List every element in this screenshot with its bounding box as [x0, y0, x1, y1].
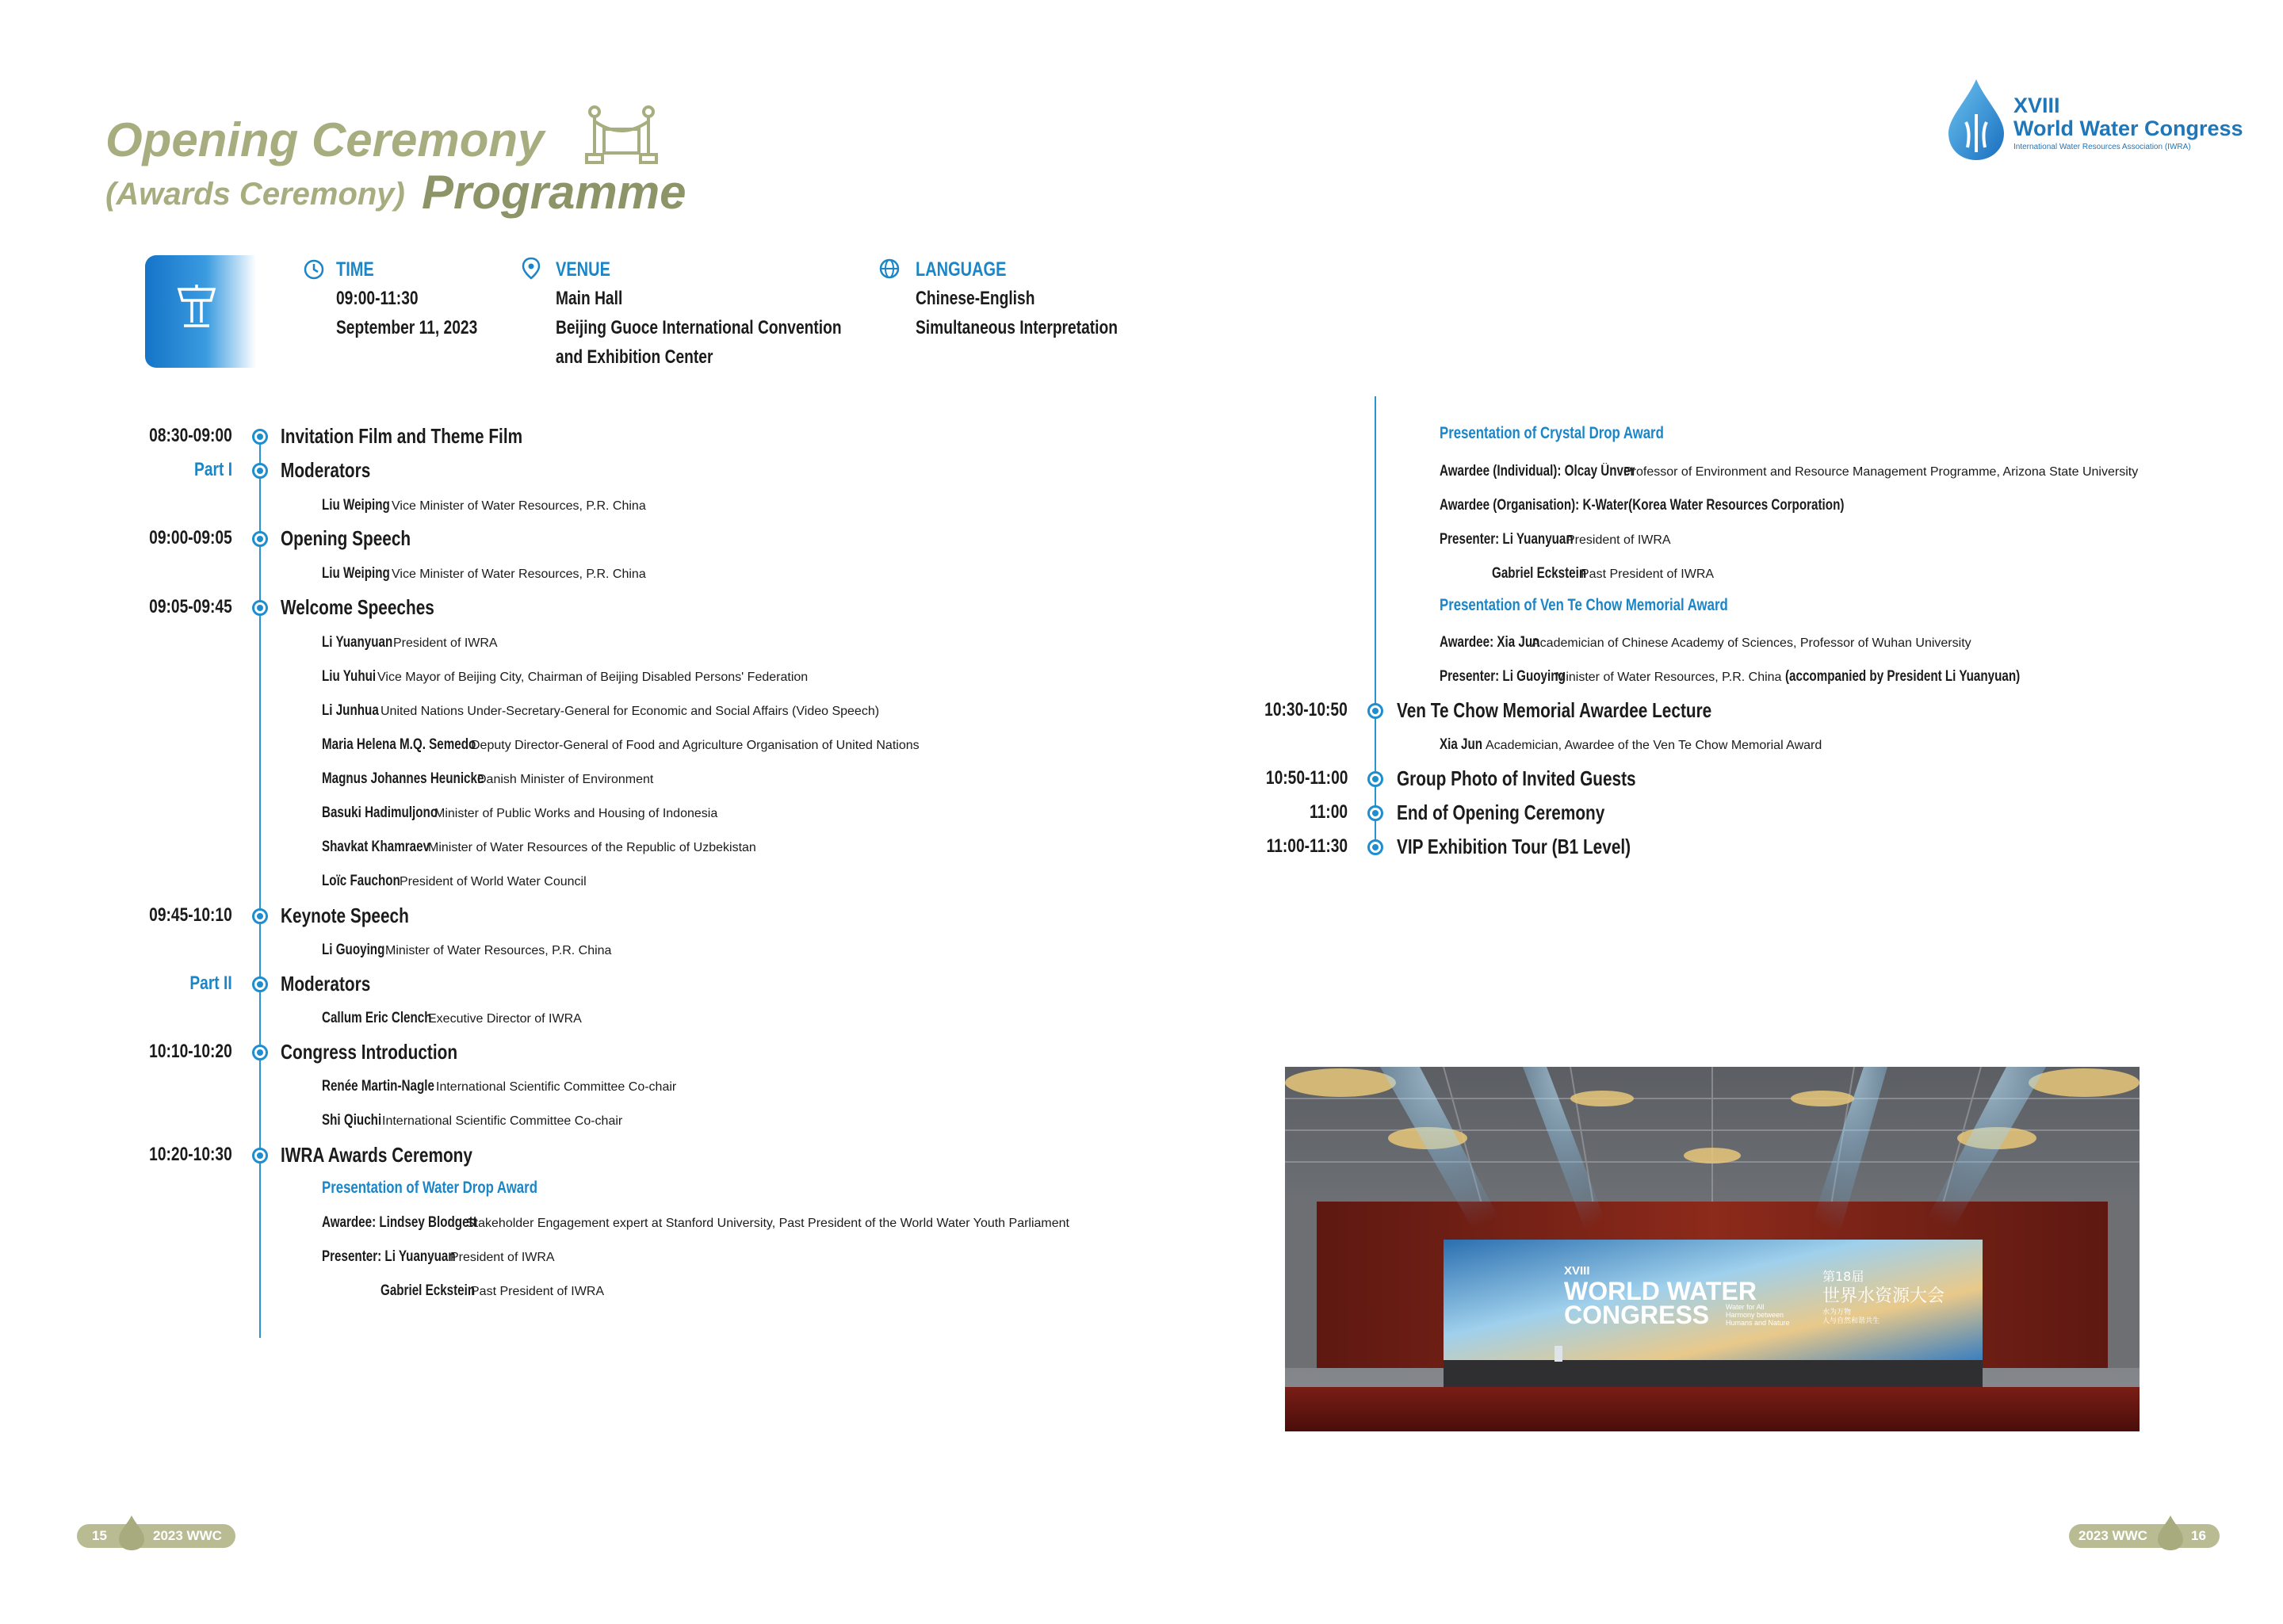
schedule-time: 10:50-11:00 [1265, 767, 1348, 789]
page-title-line2: Programme [422, 166, 686, 219]
person-role: Academician, Awardee of the Ven Te Chow Memorial Award [1486, 739, 1822, 752]
presenter-note: (accompanied by President Li Yuanyuan) [1785, 668, 2021, 685]
person-name: Li Junhua [322, 702, 379, 719]
person-role: Stakeholder Engagement expert at Stanford University, Past President of the World Water Youth Parliament [466, 1217, 1069, 1230]
time-label: TIME [336, 258, 374, 281]
schedule-time: 10:30-10:50 [1264, 699, 1348, 720]
language-label: LANGUAGE [916, 258, 1007, 281]
schedule-item: Welcome Speeches [281, 595, 434, 619]
person-row [322, 1078, 677, 1095]
person-name: Awardee (Organisation): K-Water(Korea Water Resources Corporation) [1440, 497, 1845, 514]
schedule-item: Opening Speech [281, 526, 411, 550]
person-name: Gabriel Eckstein [380, 1282, 476, 1299]
person-role: Past President of IWRA [471, 1285, 605, 1298]
person-row [322, 873, 587, 890]
schedule-item: Moderators [281, 458, 371, 482]
person-role: Minister of Water Resources, P.R. China [1555, 671, 1782, 684]
ceremony-stanchion-icon [585, 105, 658, 170]
schedule-time: 08:30-09:00 [149, 425, 232, 446]
person-name: Liu Yuhui [322, 668, 377, 685]
schedule-item: Invitation Film and Theme Film [281, 424, 523, 448]
person-role: Executive Director of IWRA [428, 1012, 582, 1026]
person-role: International Scientific Committee Co-chair [382, 1114, 623, 1128]
person-role: Professor of Environment and Resource Management Programme, Arizona State University [1623, 465, 2139, 479]
page-title-line2-prefix: (Awards Ceremony) [105, 177, 405, 212]
person-name: Li Guoying [322, 942, 385, 958]
person-role: President of IWRA [450, 1251, 555, 1264]
timeline-dot [252, 600, 268, 616]
drop-icon [2155, 1514, 2186, 1556]
person-row [1440, 634, 1971, 652]
person-row [322, 736, 920, 754]
person-row [322, 1248, 555, 1266]
schedule-time: 09:45-10:10 [149, 904, 232, 926]
person-row [322, 942, 612, 959]
person-role: President of IWRA [1566, 533, 1671, 547]
person-role: Vice Minister of Water Resources, P.R. China [392, 567, 646, 581]
person-name: Shi Qiuchi [322, 1112, 382, 1129]
banner-world-water: WORLD WATER [1564, 1277, 1757, 1305]
person-name: Presenter: Li Yuanyuan [322, 1248, 456, 1265]
person-row [322, 1112, 623, 1129]
footer-left-label: 2023 WWC [153, 1528, 222, 1543]
logo-text-xviii: XVIII [2013, 94, 2060, 117]
person-name: Gabriel Eckstein [1492, 565, 1587, 582]
language-value: Chinese-English [916, 288, 1035, 309]
banner-xviii: XVIII [1564, 1264, 1590, 1278]
person-row [1440, 531, 1671, 548]
person-row [322, 1010, 582, 1027]
schedule-time: 09:00-09:05 [149, 527, 232, 548]
venue-name: Beijing Guoce International Convention [556, 317, 842, 338]
person-row [1440, 497, 1945, 514]
page-title-line1: Opening Ceremony [105, 113, 545, 166]
person-role: President of World Water Council [400, 875, 587, 888]
footer-left-page-number: 15 [92, 1528, 107, 1543]
person-role: Vice Minister of Water Resources, P.R. China [392, 499, 646, 513]
person-name: Callum Eric Clench [322, 1010, 432, 1026]
person-row [1440, 463, 2139, 480]
footer-right-page-number: 16 [2191, 1528, 2206, 1543]
person-role: Deputy Director-General of Food and Agriculture Organisation of United Nations [471, 739, 920, 752]
person-name: Magnus Johannes Heunicke [322, 770, 484, 787]
person-row [322, 634, 498, 652]
schedule-time: 09:05-09:45 [149, 596, 232, 617]
person-row [322, 702, 880, 720]
person-row [322, 1214, 1069, 1232]
part-label: Part II [189, 972, 232, 994]
person-row [322, 839, 756, 856]
person-role: International Scientific Committee Co-chair [436, 1080, 677, 1094]
location-pin-icon [521, 257, 541, 285]
schedule-item: Moderators [281, 972, 371, 995]
person-row [322, 770, 654, 788]
person-role: United Nations Under-Secretary-General for Economic and Social Affairs (Video Speech) [380, 705, 880, 718]
person-name: Loïc Fauchon [322, 873, 400, 889]
person-role: Academician of Chinese Academy of Sciences, Professor of Wuhan University [1532, 636, 1971, 650]
person-name: Maria Helena M.Q. Semedo [322, 736, 476, 753]
timeline-dot [1367, 771, 1383, 787]
timeline-dot [1367, 839, 1383, 855]
schedule-time: 11:00 [1309, 801, 1348, 823]
person-row [322, 804, 718, 822]
person-name: Li Yuanyuan [322, 634, 393, 651]
globe-icon [876, 258, 903, 284]
banner-cn-edition: 第18届 [1822, 1269, 1864, 1284]
person-role: President of IWRA [393, 636, 498, 650]
timeline-dot [252, 463, 268, 479]
venue-name-cont: and Exhibition Center [556, 346, 713, 368]
logo-text-iwra: International Water Resources Association (IWRA) [2013, 143, 2191, 151]
person-name: Awardee (Individual): Olcay Ünver [1440, 463, 1635, 480]
banner-tagline-2: Harmony between [1726, 1311, 1784, 1319]
timeline-dot [252, 1045, 268, 1060]
person-name: Shavkat Khamraev [322, 839, 430, 855]
person-name: Renée Martin-Nagle [322, 1078, 434, 1095]
person-role: Danish Minister of Environment [477, 773, 654, 786]
venue-hall: Main Hall [556, 288, 623, 309]
person-role: Minister of Public Works and Housing of Indonesia [434, 807, 718, 820]
schedule-item: Group Photo of Invited Guests [1397, 766, 1636, 790]
logo-text-name: World Water Congress [2013, 117, 2243, 140]
person-row [322, 668, 809, 686]
date-value: September 11, 2023 [336, 317, 478, 338]
schedule-time: 10:10-10:20 [149, 1041, 232, 1062]
timeline-dot [1367, 805, 1383, 821]
drop-icon [116, 1514, 147, 1556]
schedule-item: Keynote Speech [281, 904, 409, 927]
person-name: Basuki Hadimuljono [322, 804, 438, 821]
podium-icon [176, 283, 217, 334]
person-row [1440, 736, 1822, 754]
schedule-time: 10:20-10:30 [149, 1144, 232, 1165]
main-hall-photo [1285, 1067, 2140, 1431]
schedule-item: Congress Introduction [281, 1040, 458, 1064]
person-row [380, 1282, 605, 1300]
banner-tagline-3: Humans and Nature [1726, 1319, 1790, 1327]
banner-tagline-1: Water for All [1726, 1303, 1765, 1311]
person-name: Awardee: Lindsey Blodgett [322, 1214, 477, 1231]
time-value: 09:00-11:30 [336, 288, 419, 309]
schedule-item: Ven Te Chow Memorial Awardee Lecture [1397, 698, 1712, 722]
timeline-dot [252, 531, 268, 547]
person-role: Minister of Water Resources, P.R. China [385, 944, 612, 957]
award-heading: Presentation of Crystal Drop Award [1440, 424, 1664, 442]
timeline-dot [252, 429, 268, 445]
schedule-item: End of Opening Ceremony [1397, 801, 1605, 824]
timeline-dot [252, 1148, 268, 1164]
person-row [322, 565, 646, 583]
award-heading: Presentation of Ven Te Chow Memorial Award [1440, 596, 1728, 614]
person-name: Xia Jun [1440, 736, 1483, 753]
timeline-dot [1367, 703, 1383, 719]
person-name: Liu Weiping [322, 497, 390, 514]
person-name: Presenter: Li Guoying [1440, 668, 1566, 685]
banner-cn-tagline-1: 水为万物 [1822, 1309, 1852, 1316]
banner-cn-title: 世界水资源大会 [1822, 1286, 1945, 1306]
timeline-line-left [259, 436, 261, 1338]
part-label: Part I [193, 459, 232, 480]
venue-label: VENUE [556, 258, 610, 281]
banner-congress: CONGRESS [1564, 1301, 1710, 1329]
person-name: Awardee: Xia Jun [1440, 634, 1540, 651]
timeline-dot [252, 976, 268, 992]
person-name: Liu Weiping [322, 565, 390, 582]
person-name: Presenter: Li Yuanyuan [1440, 531, 1574, 548]
wwc-logo-icon [1944, 76, 2009, 167]
schedule-time: 11:00-11:30 [1266, 835, 1348, 857]
banner-cn-tagline-2: 人与自然和谐共生 [1822, 1317, 1880, 1325]
interpretation-value: Simultaneous Interpretation [916, 317, 1118, 338]
person-row [322, 497, 646, 514]
person-role: Past President of IWRA [1581, 567, 1715, 581]
person-row [1440, 668, 2021, 686]
person-role: Minister of Water Resources of the Republic of Uzbekistan [428, 841, 756, 854]
schedule-item: IWRA Awards Ceremony [281, 1143, 472, 1167]
clock-icon [303, 258, 325, 285]
footer-right-label: 2023 WWC [2078, 1528, 2147, 1543]
timeline-dot [252, 908, 268, 924]
award-heading: Presentation of Water Drop Award [322, 1179, 537, 1197]
schedule-item: VIP Exhibition Tour (B1 Level) [1397, 835, 1631, 858]
person-row [1492, 565, 1715, 583]
person-role: Vice Mayor of Beijing City, Chairman of Beijing Disabled Persons' Federation [377, 671, 809, 684]
